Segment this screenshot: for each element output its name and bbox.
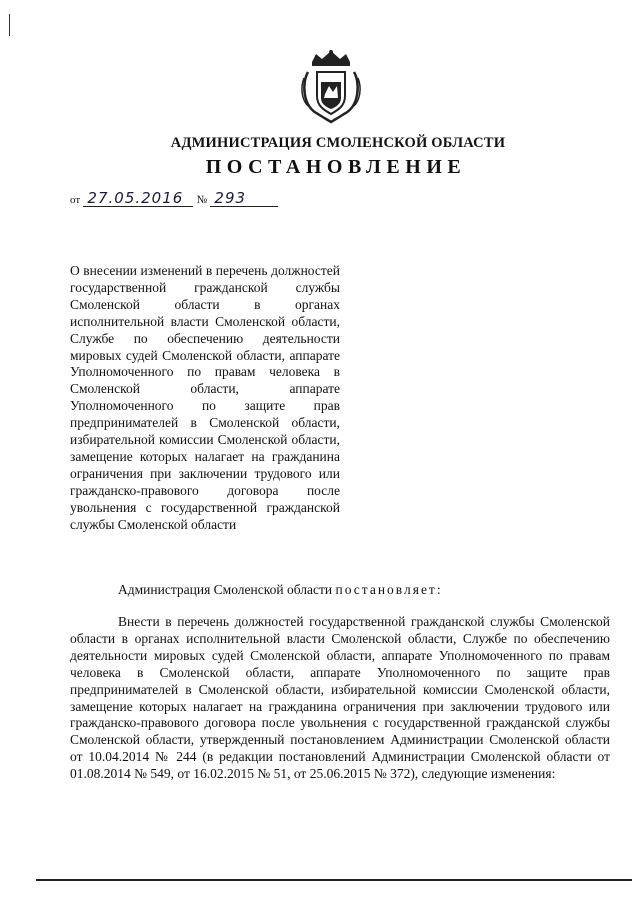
handwritten-number: 293 [210,190,278,207]
preamble-verb: постановляет: [335,582,443,597]
document-title: О внесении изменений в перечень должностей государственной гражданской службы Смоленской области в органах исполнительной власти Смоленской области, Службе по обеспечению деятельности мировых судей Смоленской области, аппарате Уполномоченного по правам человека в Смоленской области, аппарате Уполномоченного по защите прав предпринимателей в Смоленской области, избирательной комиссии Смоленской области, замещение которых налагает на гражданина ограничения при заключении трудового или гражданско-правового договора после увольнения с государственной гражданской службы Смоленской области [70,263,340,532]
dateline [70,190,278,207]
preamble [118,582,443,598]
footer-divider [36,879,632,881]
document-type: ПОСТАНОВЛЕНИЕ [205,156,467,178]
handwritten-date: 27.05.2016 [83,190,193,207]
organization-name: АДМИНИСТРАЦИЯ СМОЛЕНСКОЙ ОБЛАСТИ [170,135,506,151]
preamble-subject: Администрация Смоленской области [118,582,333,597]
scan-margin-mark [9,14,10,36]
body-paragraph: Внести в перечень должностей государственной гражданской службы Смоленской области в органах исполнительной власти Смоленской области, Службе по обеспечению деятельности мировых судей Смоленской области, аппарате Уполномоченного по правам человека в Смоленской области, аппарате Уполномоченного по защите прав предпринимателей в Смоленской области, избирательной комиссии Смоленской области, замещение которых налагает на гражданина ограничения при заключении трудового или гражданско-правового договора после увольнения с государственной гражданской службы Смоленской области, утвержденный постановлением Администрации Смоленской области от 10.04.2014 № 244 (в редакции постановлений Администрации Смоленской области от 01.08.2014 № 549, от 16.02.2015 № 51, от 25.06.2015 № 372), следующие изменения: [70,614,610,782]
number-prefix: № [196,194,208,206]
smolensk-coat-of-arms-icon [298,48,364,124]
date-prefix: от [70,194,81,206]
